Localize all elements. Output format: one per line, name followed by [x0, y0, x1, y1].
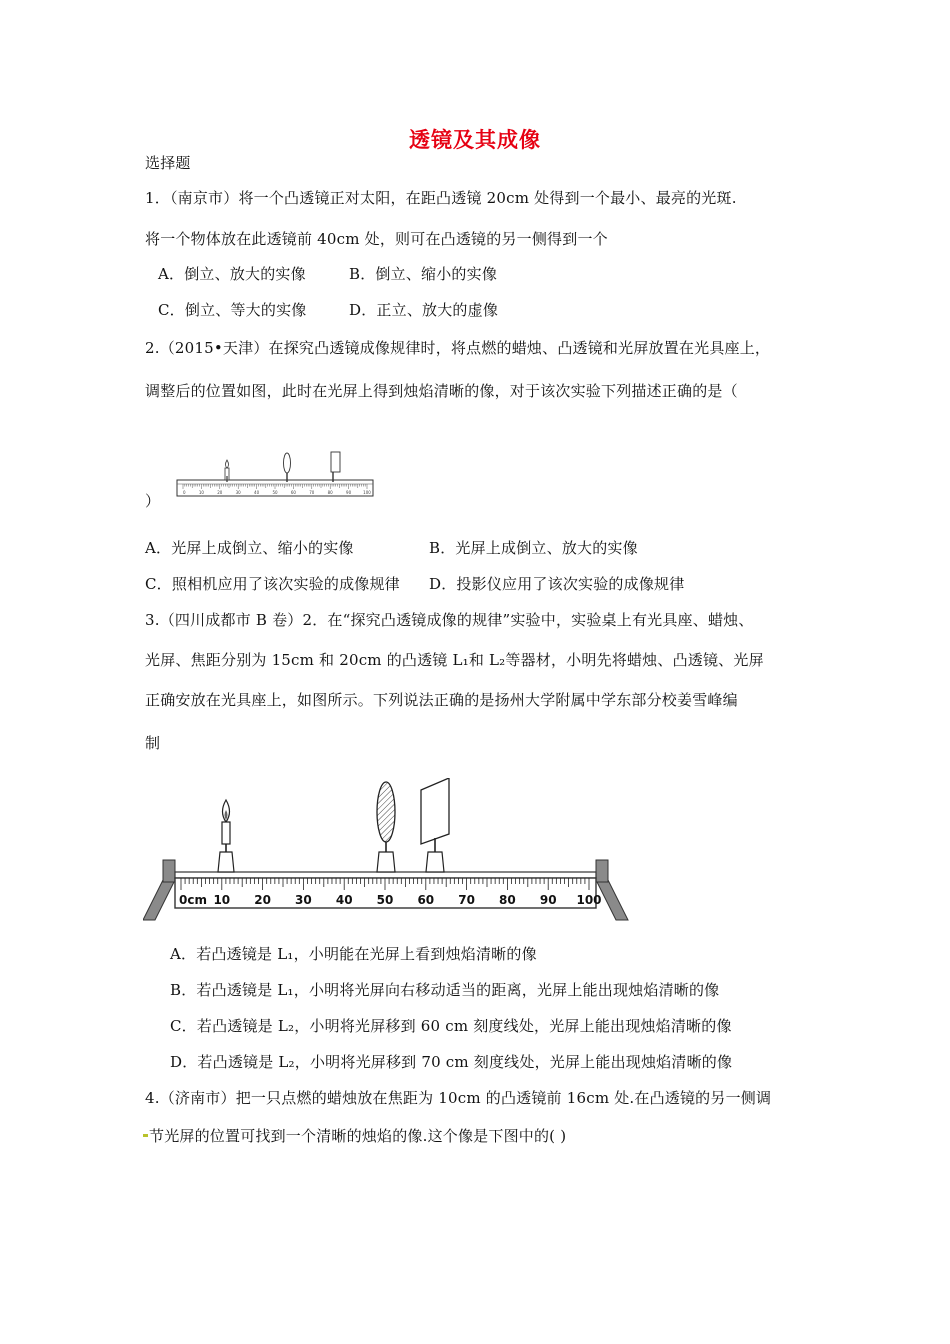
q2-option-c: C．照相机应用了该次实验的成像规律	[145, 575, 400, 593]
scale-tick-label: 80	[499, 893, 516, 907]
q3-line4: 制	[145, 734, 161, 752]
scale-tick-label: 10	[213, 893, 231, 907]
scale-tick-label: 100	[363, 490, 371, 495]
q2-line2-close: ）	[145, 492, 161, 510]
scale-tick-label: 20	[254, 893, 271, 907]
scale-tick-label: 100	[576, 893, 602, 907]
convex-lens-icon	[284, 453, 291, 482]
q3-line3: 正确安放在光具座上，如图所示。下列说法正确的是扬州大学附属中学东部分校姜雪峰编	[145, 691, 738, 709]
scale-tick-label: 20	[217, 490, 223, 495]
q1-option-d: D．正立、放大的虚像	[349, 301, 499, 319]
scale-tick-label: 60	[290, 490, 296, 495]
q1-line2: 将一个物体放在此透镜前 40cm 处，则可在凸透镜的另一侧得到一个	[145, 230, 608, 248]
scale-tick-label: 0	[183, 490, 186, 495]
scale-tick-label: 60	[417, 893, 435, 907]
light-screen-icon	[331, 452, 340, 482]
light-screen-icon	[421, 778, 449, 872]
scale-tick-label: 70	[309, 490, 315, 495]
q2-option-d: D．投影仪应用了该次实验的成像规律	[429, 575, 685, 593]
q2-option-b: B．光屏上成倒立、放大的实像	[429, 539, 638, 557]
scale-tick-label: 50	[272, 490, 278, 495]
scale-tick-label: 90	[346, 490, 352, 495]
scale-tick-label: 30	[295, 893, 312, 907]
scale-tick-label: 70	[458, 893, 475, 907]
q4-line1: 4.（济南市）把一只点燃的蜡烛放在焦距为 10cm 的凸透镜前 16cm 处.在凸透镜的另一侧调	[145, 1089, 772, 1107]
q3-line2: 光屏、焦距分别为 15cm 和 20cm 的凸透镜 L₁和 L₂等器材，小明先将蜡烛、凸透镜、光屏	[145, 651, 764, 669]
q3-option-a: A．若凸透镜是 L₁，小明能在光屏上看到烛焰清晰的像	[170, 945, 537, 963]
page-title: 透镜及其成像	[409, 128, 541, 152]
scale-tick-label: 50	[376, 893, 394, 907]
q1-option-a: A．倒立、放大的实像	[158, 265, 306, 283]
scale-tick-label: 90	[539, 893, 557, 907]
q3-option-c: C．若凸透镜是 L₂，小明将光屏移到 60 cm 刻度线处，光屏上能出现烛焰清晰的像	[170, 1017, 732, 1035]
candle-icon	[225, 460, 229, 482]
q3-option-d: D．若凸透镜是 L₂，小明将光屏移到 70 cm 刻度线处，光屏上能出现烛焰清晰的像	[170, 1053, 733, 1071]
q3-line1: 3.（四川成都市 B 卷）2．在“探究凸透镜成像的规律”实验中，实验桌上有光具座、蜡烛、	[145, 611, 754, 629]
q4-line2: 节光屏的位置可找到一个清晰的烛焰的像.这个像是下图中的( )	[149, 1127, 567, 1145]
q2-optical-bench-figure	[175, 448, 375, 504]
scale-tick-label: 0cm	[179, 893, 207, 907]
section-heading: 选择题	[145, 154, 191, 172]
candle-icon	[218, 800, 234, 872]
q2-option-a: A．光屏上成倒立、缩小的实像	[145, 539, 354, 557]
q3-option-b: B．若凸透镜是 L₁，小明将光屏向右移动适当的距离，光屏上能出现烛焰清晰的像	[170, 981, 720, 999]
scale-tick-label: 80	[327, 490, 333, 495]
q1-option-b: B．倒立、缩小的实像	[349, 265, 498, 283]
q1-option-c: C．倒立、等大的实像	[158, 301, 307, 319]
scale-tick-label: 10	[198, 490, 204, 495]
q2-line1: 2.（2015•天津）在探究凸透镜成像规律时，将点燃的蜡烛、凸透镜和光屏放置在光具座上，	[145, 339, 771, 357]
scale-tick-label: 40	[335, 893, 353, 907]
q2-line2: 调整后的位置如图，此时在光屏上得到烛焰清晰的像，对于该次实验下列描述正确的是（	[145, 382, 738, 400]
scale-tick-label: 40	[254, 490, 260, 495]
margin-mark	[143, 1134, 148, 1137]
q1-line1: 1．（南京市）将一个凸透镜正对太阳，在距凸透镜 20cm 处得到一个最小、最亮的光斑.	[145, 189, 737, 207]
q3-optical-bench-figure	[143, 778, 630, 924]
scale-tick-label: 30	[235, 490, 241, 495]
convex-lens-icon	[377, 782, 395, 872]
